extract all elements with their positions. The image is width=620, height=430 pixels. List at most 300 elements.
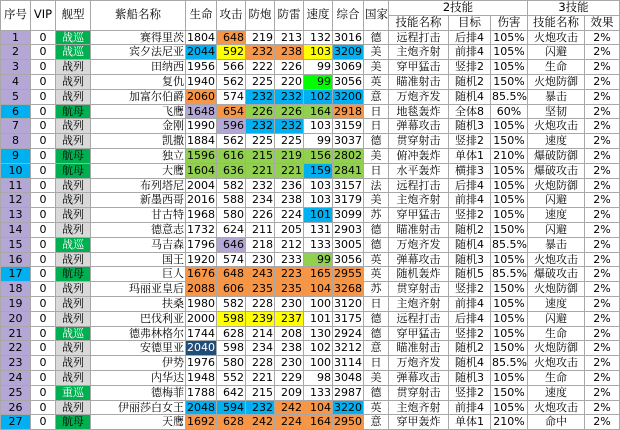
ship-name-cell: 德弗林格尔 [91, 326, 186, 341]
torpedo-defense-cell: 220 [275, 74, 304, 89]
ship-name-cell: 伊丽莎白女王 [91, 400, 186, 415]
attack-cell: 642 [217, 385, 246, 400]
skill3-effect-cell: 2% [585, 222, 620, 237]
table-row [1, 415, 620, 430]
hp-cell: 1796 [187, 237, 215, 251]
skill2-name-cell: 弹幕攻击 [389, 252, 449, 267]
total-cell: 2841 [334, 163, 362, 177]
serial-cell: 12 [1, 193, 31, 208]
type-cell: 航母 [56, 163, 91, 178]
torpedo-defense-cell: 238 [275, 341, 304, 356]
total-cell: 3179 [334, 193, 362, 207]
header-skill3-name: 技能名称 [528, 15, 585, 30]
torpedo-defense-cell: 232 [275, 89, 304, 104]
speed-cell: 103 [304, 178, 333, 193]
skill3-effect-cell: 2% [585, 104, 620, 119]
serial-cell: 27 [1, 415, 31, 430]
skill2-name-cell: 弹幕攻击 [389, 119, 449, 134]
skill2-damage-cell: 150% [491, 134, 528, 149]
total-cell: 3175 [334, 311, 362, 325]
attack-cell: 594 [217, 400, 246, 415]
skill2-target-cell: 单体1 [449, 415, 491, 430]
total-cell: 3220 [334, 400, 362, 414]
country-cell: 德 [364, 237, 389, 252]
attack-cell: 582 [217, 178, 246, 193]
header-vip: VIP [31, 1, 56, 31]
skill3-name-cell: 生命 [528, 326, 585, 341]
skill2-target-cell: 随机3 [449, 370, 491, 385]
skill2-damage-cell: 150% [491, 222, 528, 237]
type-cell: 战列 [56, 193, 91, 208]
type-cell: 战列 [56, 119, 91, 134]
table-row [1, 104, 620, 119]
serial-cell: 15 [1, 237, 31, 252]
artillery-defense-cell: 234 [246, 341, 275, 356]
total-cell: 3056 [334, 252, 362, 266]
skill3-effect-cell: 2% [585, 74, 620, 89]
skill2-name-cell: 主炮齐射 [389, 400, 449, 415]
ship-name-cell: 巴伐利亚 [91, 311, 186, 326]
serial-cell: 7 [1, 119, 31, 134]
skill3-name-cell: 火炮攻击 [528, 119, 585, 134]
total-cell: 2924 [334, 326, 362, 340]
artillery-defense-cell: 211 [246, 222, 275, 237]
hp-cell: 2060 [187, 89, 215, 103]
vip-cell: 0 [31, 45, 56, 60]
artillery-defense-cell: 222 [246, 60, 275, 75]
skill2-target-cell: 竖排2 [449, 134, 491, 149]
attack-cell: 580 [217, 208, 246, 223]
serial-cell: 21 [1, 326, 31, 341]
skill2-name-cell: 万炮齐发 [389, 356, 449, 371]
header-total: 综合 [333, 1, 364, 31]
serial-cell: 23 [1, 356, 31, 371]
table-row [1, 385, 620, 400]
skill3-effect-cell: 2% [585, 415, 620, 430]
skill3-name-cell: 火炮防御 [528, 282, 585, 297]
ship-name-cell: 加富尔伯爵 [91, 89, 186, 104]
vip-cell: 0 [31, 267, 56, 282]
skill2-target-cell: 随机5 [449, 267, 491, 282]
hp-cell: 1980 [187, 296, 215, 310]
hp-cell: 1956 [187, 60, 215, 74]
total-cell: 2987 [334, 385, 362, 399]
artillery-defense-cell: 214 [246, 326, 275, 341]
vip-cell: 0 [31, 415, 56, 430]
header-serial: 序号 [1, 1, 31, 31]
type-cell: 战列 [56, 222, 91, 237]
serial-cell: 20 [1, 311, 31, 326]
table-row [1, 370, 620, 385]
header-skill3-effect: 效果 [585, 15, 620, 30]
total-cell: 3200 [334, 89, 362, 103]
artillery-defense-cell: 242 [246, 415, 275, 430]
skill2-damage-cell: 105% [491, 311, 528, 326]
serial-cell: 10 [1, 163, 31, 178]
torpedo-defense-cell: 229 [275, 370, 304, 385]
table-row [1, 400, 620, 415]
total-cell: 2918 [334, 104, 362, 118]
vip-cell: 0 [31, 296, 56, 311]
serial-cell: 3 [1, 60, 31, 75]
skill2-name-cell: 远程打击 [389, 178, 449, 193]
torpedo-defense-cell: 208 [275, 326, 304, 341]
table-row [1, 222, 620, 237]
serial-cell: 26 [1, 400, 31, 415]
skill3-name-cell: 爆破防御 [528, 148, 585, 163]
type-cell: 战列 [56, 134, 91, 149]
header-skill2-target: 目标 [449, 15, 491, 30]
ship-name-cell: 独立 [91, 148, 186, 163]
artillery-defense-cell: 228 [246, 296, 275, 311]
skill2-name-cell: 俯冲轰炸 [389, 148, 449, 163]
header-attack: 攻击 [217, 1, 246, 31]
skill2-target-cell: 后排4 [449, 30, 491, 45]
serial-cell: 24 [1, 370, 31, 385]
header-hp: 生命 [186, 1, 217, 31]
artillery-defense-cell: 226 [246, 208, 275, 223]
skill2-damage-cell: 105% [491, 400, 528, 415]
total-cell: 3157 [334, 178, 362, 192]
speed-cell: 104 [304, 400, 333, 415]
table-body [1, 30, 620, 430]
country-cell: 日 [364, 356, 389, 371]
speed-cell: 100 [304, 356, 333, 371]
skill2-damage-cell: 105% [491, 163, 528, 178]
speed-cell: 99 [304, 60, 333, 75]
skill2-name-cell: 主炮齐射 [389, 45, 449, 60]
skill2-damage-cell: 105% [491, 45, 528, 60]
skill3-effect-cell: 2% [585, 119, 620, 134]
serial-cell: 8 [1, 134, 31, 149]
skill2-target-cell: 竖排2 [449, 282, 491, 297]
vip-cell: 0 [31, 370, 56, 385]
attack-cell: 648 [217, 30, 246, 45]
skill3-name-cell: 火炮攻击 [528, 252, 585, 267]
ship-name-cell: 凯撒 [91, 134, 186, 149]
skill3-name-cell: 闪避 [528, 222, 585, 237]
skill3-effect-cell: 2% [585, 311, 620, 326]
total-cell: 3048 [334, 370, 362, 384]
hp-cell: 1732 [187, 222, 215, 236]
skill3-effect-cell: 2% [585, 89, 620, 104]
serial-cell: 11 [1, 178, 31, 193]
ship-name-cell: 德梅菲 [91, 385, 186, 400]
artillery-defense-cell: 226 [246, 104, 275, 119]
speed-cell: 102 [304, 341, 333, 356]
total-cell: 3069 [334, 60, 362, 74]
attack-cell: 562 [217, 134, 246, 149]
skill3-effect-cell: 2% [585, 237, 620, 252]
table-row [1, 30, 620, 45]
skill2-damage-cell: 105% [491, 193, 528, 208]
serial-cell: 19 [1, 296, 31, 311]
table-row [1, 267, 620, 282]
hp-cell: 2048 [187, 400, 215, 414]
header-name: 紫船名称 [91, 1, 186, 31]
artillery-defense-cell: 243 [246, 267, 275, 282]
attack-cell: 596 [217, 119, 246, 134]
total-cell: 2903 [334, 222, 362, 236]
attack-cell: 616 [217, 148, 246, 163]
skill2-name-cell: 贯穿射击 [389, 385, 449, 400]
total-cell: 3016 [334, 30, 362, 44]
torpedo-defense-cell: 230 [275, 296, 304, 311]
artillery-defense-cell: 234 [246, 193, 275, 208]
torpedo-defense-cell: 226 [275, 60, 304, 75]
skill3-name-cell: 火炮攻击 [528, 400, 585, 415]
type-cell: 航母 [56, 415, 91, 430]
speed-cell: 132 [304, 30, 333, 45]
skill3-name-cell: 火炮防御 [528, 341, 585, 356]
skill2-target-cell: 随机4 [449, 237, 491, 252]
speed-cell: 103 [304, 45, 333, 60]
type-cell: 战列 [56, 370, 91, 385]
type-cell: 战巡 [56, 45, 91, 60]
serial-cell: 1 [1, 30, 31, 45]
ship-name-cell: 国王 [91, 252, 186, 267]
speed-cell: 103 [304, 119, 333, 134]
serial-cell: 5 [1, 89, 31, 104]
table-row [1, 60, 620, 75]
table-row [1, 74, 620, 89]
type-cell: 航母 [56, 104, 91, 119]
attack-cell: 552 [217, 370, 246, 385]
ship-name-cell: 天鹰 [91, 415, 186, 430]
hp-cell: 1676 [187, 267, 215, 281]
vip-cell: 0 [31, 60, 56, 75]
skill2-name-cell: 远程打击 [389, 311, 449, 326]
speed-cell: 156 [304, 148, 333, 163]
skill3-name-cell: 暴击 [528, 89, 585, 104]
country-cell: 日 [364, 104, 389, 119]
country-cell: 美 [364, 148, 389, 163]
attack-cell: 562 [217, 74, 246, 89]
serial-cell: 17 [1, 267, 31, 282]
artillery-defense-cell: 218 [246, 237, 275, 252]
vip-cell: 0 [31, 222, 56, 237]
country-cell: 苏 [364, 282, 389, 297]
skill2-damage-cell: 150% [491, 341, 528, 356]
skill2-target-cell: 全体8 [449, 104, 491, 119]
hp-cell: 1648 [187, 104, 215, 118]
skill3-name-cell: 火炮攻击 [528, 356, 585, 371]
skill2-damage-cell: 150% [491, 282, 528, 297]
ship-name-cell: 玛丽亚皇后 [91, 282, 186, 297]
skill3-effect-cell: 2% [585, 252, 620, 267]
ship-name-cell: 内华达 [91, 370, 186, 385]
skill2-damage-cell: 85.5% [492, 356, 527, 370]
vip-cell: 0 [31, 89, 56, 104]
total-cell: 3099 [334, 208, 362, 222]
vip-cell: 0 [31, 237, 56, 252]
torpedo-defense-cell: 238 [275, 193, 304, 208]
ship-name-cell: 扶桑 [91, 296, 186, 311]
skill2-target-cell: 随机2 [449, 74, 491, 89]
country-cell: 日 [364, 296, 389, 311]
artillery-defense-cell: 232 [246, 119, 275, 134]
skill2-damage-cell: 210% [491, 415, 528, 430]
hp-cell: 2016 [187, 193, 215, 207]
skill2-name-cell: 水平轰炸 [389, 163, 449, 178]
header-speed: 速度 [304, 1, 333, 31]
skill2-damage-cell: 105% [491, 326, 528, 341]
table-row [1, 282, 620, 297]
speed-cell: 159 [304, 163, 333, 178]
vip-cell: 0 [31, 385, 56, 400]
speed-cell: 98 [304, 370, 333, 385]
skill3-name-cell: 命中 [528, 415, 585, 430]
torpedo-defense-cell: 213 [275, 30, 304, 45]
attack-cell: 592 [217, 45, 246, 60]
attack-cell: 580 [217, 356, 246, 371]
speed-cell: 131 [304, 222, 333, 237]
artillery-defense-cell: 235 [246, 282, 275, 297]
attack-cell: 574 [217, 89, 246, 104]
attack-cell: 628 [217, 326, 246, 341]
skill3-name-cell: 速度 [528, 296, 585, 311]
country-cell: 德 [364, 222, 389, 237]
attack-cell: 598 [217, 311, 246, 326]
skill3-name-cell: 爆破攻击 [528, 163, 585, 178]
header-skill2-name: 技能名称 [389, 15, 449, 30]
skill2-damage-cell: 85.5% [492, 267, 527, 281]
skill2-target-cell: 单体1 [449, 148, 491, 163]
skill2-damage-cell: 105% [491, 119, 528, 134]
skill3-effect-cell: 2% [585, 282, 620, 297]
skill3-effect-cell: 2% [585, 148, 620, 163]
skill3-name-cell: 火炮防御 [528, 74, 585, 89]
speed-cell: 99 [304, 74, 333, 89]
skill2-name-cell: 瞄准射击 [389, 222, 449, 237]
attack-cell: 624 [217, 222, 246, 237]
table-row [1, 178, 620, 193]
skill2-name-cell: 弹幕攻击 [389, 370, 449, 385]
type-cell: 战巡 [56, 326, 91, 341]
vip-cell: 0 [31, 282, 56, 297]
speed-cell: 165 [304, 267, 333, 282]
skill2-damage-cell: 105% [491, 208, 528, 223]
country-cell: 英 [364, 252, 389, 267]
country-cell: 法 [364, 178, 389, 193]
skill2-damage-cell: 150% [491, 74, 528, 89]
skill2-damage-cell: 105% [491, 370, 528, 385]
vip-cell: 0 [31, 119, 56, 134]
serial-cell: 16 [1, 252, 31, 267]
skill2-target-cell: 竖排2 [449, 385, 491, 400]
type-cell: 战巡 [56, 237, 91, 252]
type-cell: 战列 [56, 356, 91, 371]
type-cell: 战列 [56, 60, 91, 75]
type-cell: 战列 [56, 311, 91, 326]
skill2-name-cell: 瞄准射击 [389, 74, 449, 89]
country-cell: 德 [364, 385, 389, 400]
ship-name-cell: 赛得里茨 [91, 30, 186, 45]
total-cell: 3159 [334, 119, 362, 133]
country-cell: 日 [364, 119, 389, 134]
vip-cell: 0 [31, 208, 56, 223]
torpedo-defense-cell: 212 [275, 237, 304, 252]
attack-cell: 566 [217, 60, 246, 75]
type-cell: 战列 [56, 400, 91, 415]
type-cell: 战列 [56, 282, 91, 297]
skill2-name-cell: 主炮齐射 [389, 193, 449, 208]
header-skill3: 3技能 [528, 1, 620, 16]
vip-cell: 0 [31, 104, 56, 119]
skill3-effect-cell: 2% [585, 178, 620, 193]
skill2-target-cell: 后排4 [449, 178, 491, 193]
total-cell: 3037 [334, 134, 362, 148]
skill2-target-cell: 前排4 [449, 400, 491, 415]
hp-cell: 1948 [187, 370, 215, 384]
torpedo-defense-cell: 224 [275, 208, 304, 223]
skill3-effect-cell: 2% [585, 60, 620, 75]
type-cell: 战列 [56, 74, 91, 89]
torpedo-defense-cell: 237 [275, 311, 304, 326]
skill3-effect-cell: 2% [585, 326, 620, 341]
skill3-name-cell: 暴击 [528, 237, 585, 252]
ship-name-cell: 巨人 [91, 267, 186, 282]
skill3-effect-cell: 2% [585, 134, 620, 149]
skill2-damage-cell: 85.5% [492, 89, 527, 103]
ship-name-cell: 德意志 [91, 222, 186, 237]
skill3-name-cell: 闪避 [528, 193, 585, 208]
serial-cell: 22 [1, 341, 31, 356]
skill2-target-cell: 竖排2 [449, 60, 491, 75]
artillery-defense-cell: 215 [246, 385, 275, 400]
torpedo-defense-cell: 238 [275, 45, 304, 60]
artillery-defense-cell: 232 [246, 400, 275, 415]
skill2-target-cell: 随机3 [449, 119, 491, 134]
skill2-damage-cell: 60% [491, 104, 528, 119]
skill2-name-cell: 万炮齐发 [389, 89, 449, 104]
serial-cell: 25 [1, 385, 31, 400]
total-cell: 2955 [334, 267, 362, 281]
total-cell: 3120 [334, 296, 362, 310]
hp-cell: 1940 [187, 74, 215, 88]
skill2-name-cell: 瞄准射击 [389, 341, 449, 356]
attack-cell: 648 [217, 267, 246, 282]
attack-cell: 574 [217, 252, 246, 267]
table-row [1, 311, 620, 326]
skill3-name-cell: 闪避 [528, 45, 585, 60]
skill3-effect-cell: 2% [585, 296, 620, 311]
skill3-name-cell: 闪避 [528, 311, 585, 326]
header-row-1 [1, 1, 620, 16]
type-cell: 战列 [56, 252, 91, 267]
table-row [1, 296, 620, 311]
hp-cell: 1596 [187, 148, 215, 162]
skill2-name-cell: 主炮齐射 [389, 296, 449, 311]
speed-cell: 99 [304, 134, 333, 149]
skill3-effect-cell: 2% [585, 193, 620, 208]
skill3-effect-cell: 2% [585, 400, 620, 415]
artillery-defense-cell: 219 [246, 30, 275, 45]
skill2-target-cell: 前排4 [449, 193, 491, 208]
vip-cell: 0 [31, 193, 56, 208]
serial-cell: 4 [1, 74, 31, 89]
attack-cell: 636 [217, 163, 246, 178]
skill2-name-cell: 穿甲猛击 [389, 326, 449, 341]
skill2-name-cell: 贯穿射击 [389, 282, 449, 297]
torpedo-defense-cell: 223 [275, 267, 304, 282]
speed-cell: 133 [304, 385, 333, 400]
skill3-name-cell: 生命 [528, 60, 585, 75]
serial-cell: 9 [1, 148, 31, 163]
table-row [1, 356, 620, 371]
skill2-damage-cell: 105% [491, 296, 528, 311]
type-cell: 重巡 [56, 385, 91, 400]
